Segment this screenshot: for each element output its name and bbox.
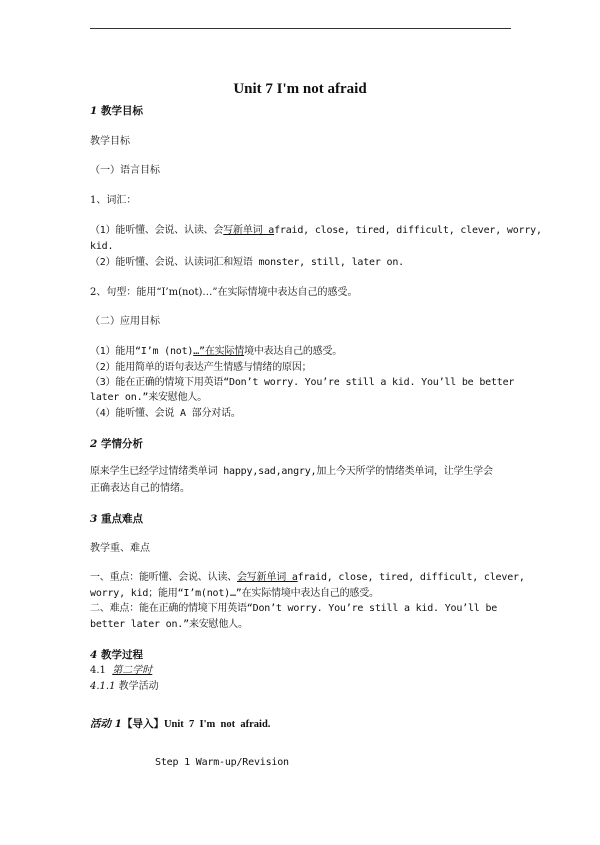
application-item-2: （2）能用简单的语句表达产生情感与情绪的原因； <box>90 362 312 373</box>
section-heading-2: 2 学情分析 <box>90 438 143 450</box>
application-goal-heading: （二）应用目标 <box>90 316 160 327</box>
key-point-wrap: worry, kid；能用“I’m(not)…”在实际情境中表达自己的感受。 <box>90 588 379 599</box>
application-item-1: （1）能用“I’m (not)…”在实际情境中表达自己的感受。 <box>90 346 343 357</box>
difficult-point: 二、难点：能在正确的情境下用英语“Don’t worry. You’re still a kid. You’ll be <box>90 603 498 614</box>
analysis-line-1: 原来学生已经学过情绪类单词 happy,sad,angry,加上今天所学的情绪类单词，让学生学会 <box>90 466 493 477</box>
key-point: 一、重点：能听懂、会说、认读、会写新单词 afraid, close, tired, difficult, clever, <box>90 572 525 583</box>
application-item-4: （4）能听懂、会说 A 部分对话。 <box>90 408 241 419</box>
subsection-4-1-1: 4.1.1 教学活动 <box>90 681 159 692</box>
document-title: Unit 7 I'm not afraid <box>233 81 367 97</box>
section-1-subheading: 教学目标 <box>90 136 130 147</box>
analysis-line-2: 正确表达自己的情绪。 <box>90 483 190 494</box>
section-heading-1: 1 教学目标 <box>90 105 143 117</box>
section-3-subheading: 教学重、难点 <box>90 543 150 554</box>
subsection-4-1: 4.1 第二学时 <box>90 665 153 676</box>
language-goal-heading: （一）语言目标 <box>90 165 160 176</box>
section-heading-4: 4 教学过程 <box>90 649 143 661</box>
vocabulary-label: 1、词汇： <box>90 195 137 206</box>
vocab-item-1: （1）能听懂、会说、认读、会写新单词 afraid, close, tired, difficult, clever, worry, <box>90 225 542 236</box>
difficult-point-wrap: better later on.”来安慰他人。 <box>90 619 248 630</box>
step-line: Step 1 Warm-up/Revision <box>155 757 289 768</box>
sentence-pattern: 2、句型：能用“I’m(not)…”在实际情境中表达自己的感受。 <box>90 287 358 298</box>
application-item-3: （3）能在正确的情境下用英语“Don’t worry. You’re still a kid. You’ll be better <box>90 377 515 388</box>
application-item-3-wrap: later on.”来安慰他人。 <box>90 392 208 403</box>
header-rule <box>90 28 511 29</box>
section-heading-3: 3 重点难点 <box>90 513 143 525</box>
vocab-item-1-wrap: kid. <box>90 241 114 252</box>
activity-heading: 活动 1【导入】Unit 7 I'm not afraid. <box>90 718 271 730</box>
vocab-item-2: （2）能听懂、会说、认读词汇和短语 monster, still, later on. <box>90 257 404 268</box>
